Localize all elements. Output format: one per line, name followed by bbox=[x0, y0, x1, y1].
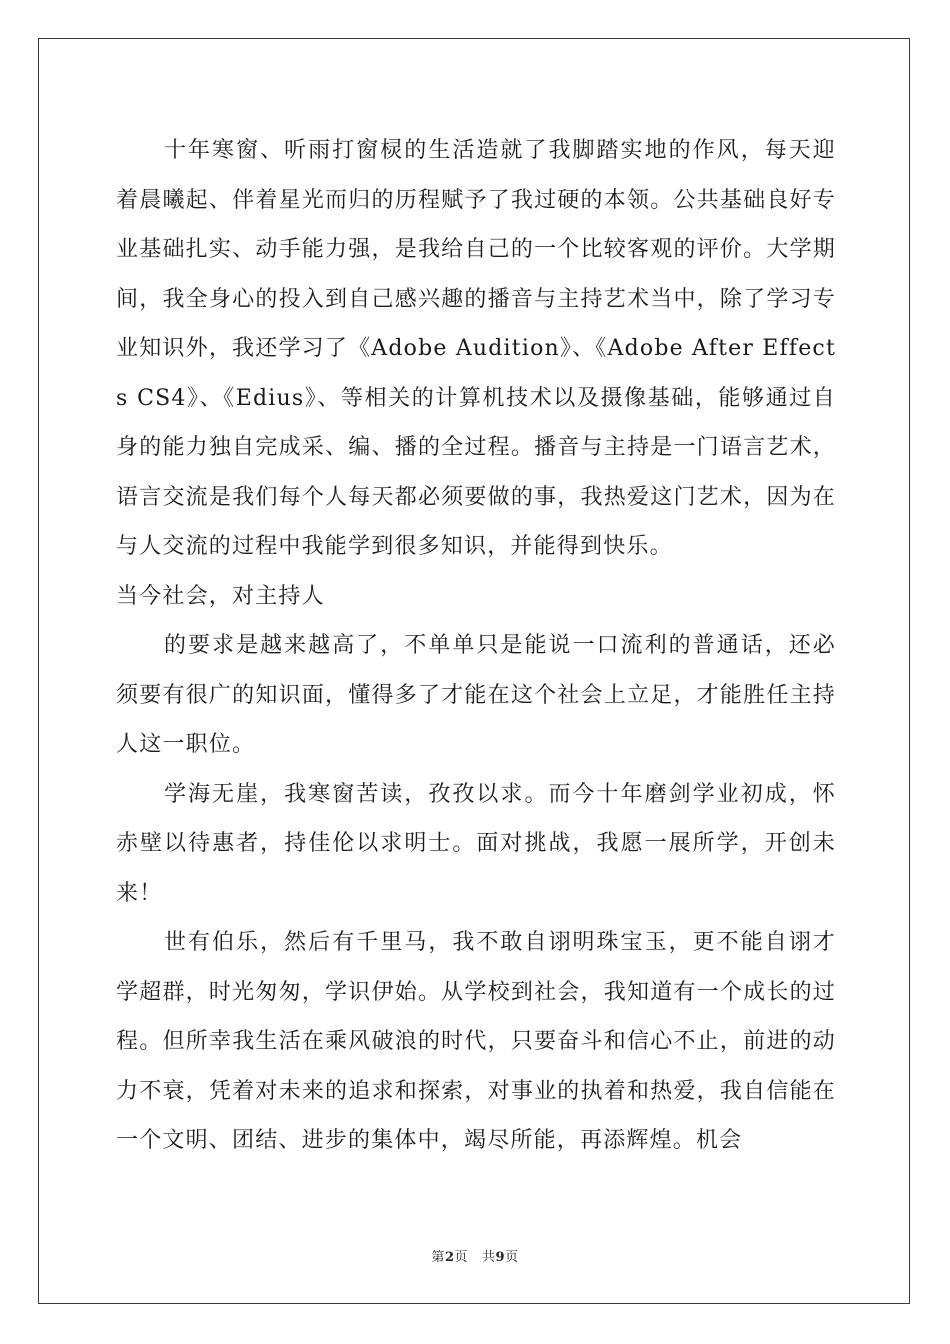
current-page-number: 2 bbox=[444, 1250, 455, 1265]
page-footer bbox=[0, 1246, 950, 1265]
paragraph-5: 世有伯乐，然后有千里马，我不敢自诩明珠宝玉，更不能自诩才学超群，时光匆匆，学识伊始。从学校到社会，我知道有一个成长的过程。但所幸我生活在乘风破浪的时代，只要奋斗和信心不止，前进的动力不衰，凭着对未来的追求和探索，对事业的执着和热爱，我自信能在一个文明、团结、进步的集体中，竭尽所能，再添辉煌。机会 bbox=[116, 930, 836, 1153]
total-prefix: 共 bbox=[482, 1250, 496, 1265]
page-suffix: 页 bbox=[454, 1250, 468, 1265]
paragraph-4: 学海无崖，我寒窗苦读，孜孜以求。而今十年磨剑学业初成，怀赤壁以待惠者，持佳伦以求明士。面对挑战，我愿一展所学，开创未来！ bbox=[116, 781, 836, 906]
total-page-count: 9 bbox=[495, 1250, 506, 1265]
paragraph-3: 的要求是越来越高了，不单单只是能说一口流利的普通话，还必须要有很广的知识面，懂得多了才能在这个社会上立足，才能胜任主持人这一职位。 bbox=[116, 633, 836, 757]
total-suffix: 页 bbox=[505, 1250, 519, 1265]
paragraph-1: 十年寒窗、听雨打窗棂的生活造就了我脚踏实地的作风，每天迎着晨曦起、伴着星光而归的历程赋予了我过硬的本领。公共基础良好专业基础扎实、动手能力强，是我给自己的一个比较客观的评价。大学期间，我全身心的投入到自己感兴趣的播音与主持艺术当中，除了学习专业知识外，我还学习了《Adobe Audition》、《Adobe After Effects CS4》、《Edius》、等相关的计算机技术以及摄像基础，能够通过自身的能力独自完成采、编、播的全过程。播音与主持是一门语言艺术，语言交流是我们每个人每天都必须要做的事，我热爱这门艺术，因为在与人交流的过程中我能学到很多知识，并能得到快乐。 bbox=[116, 138, 836, 559]
paragraph-2: 当今社会，对主持人 bbox=[116, 583, 325, 609]
page-prefix: 第 bbox=[431, 1250, 445, 1265]
document-body bbox=[116, 126, 836, 1166]
